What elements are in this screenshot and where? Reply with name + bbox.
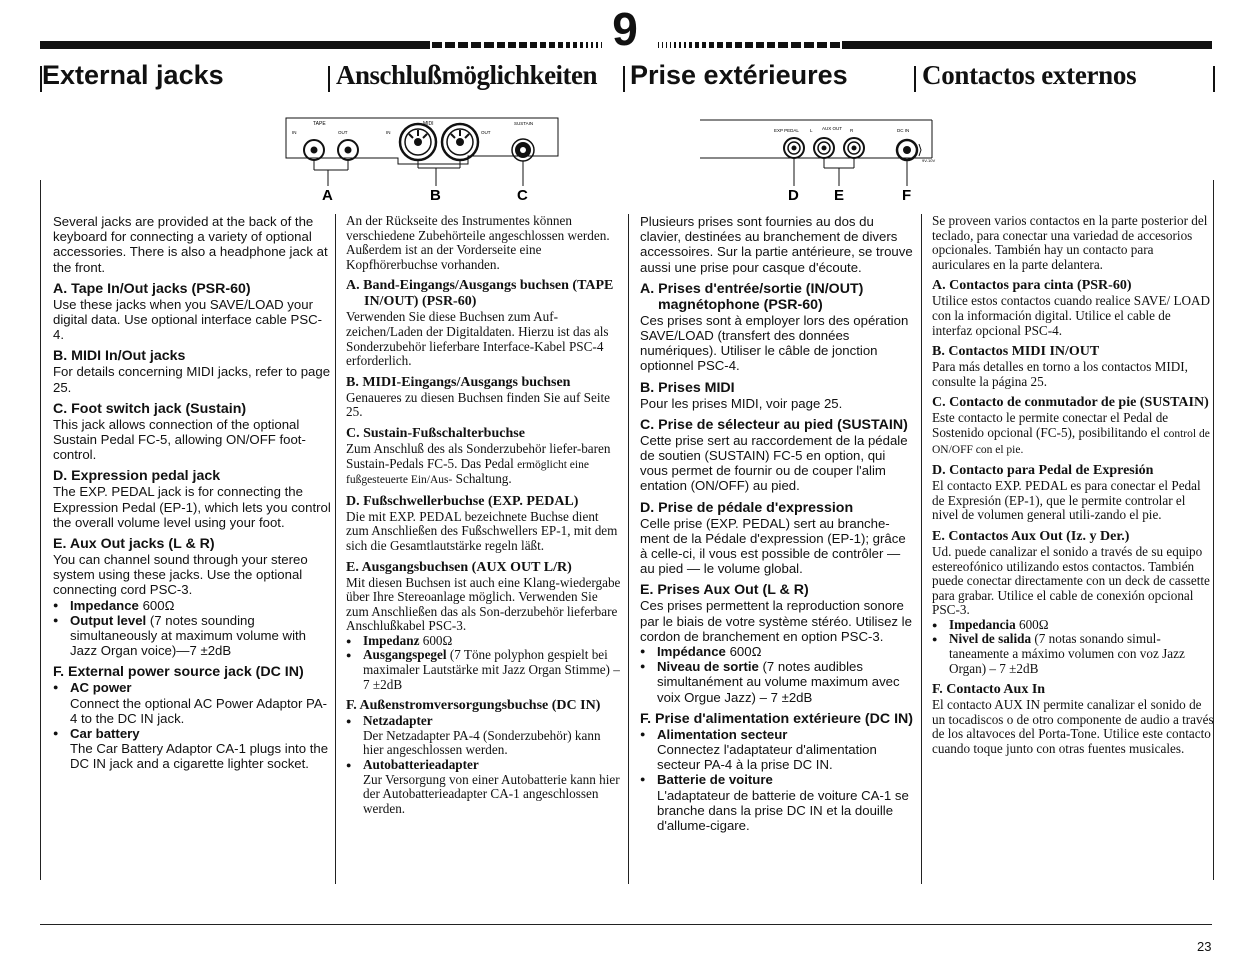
section-b-heading: B. Contactos MIDI IN/OUT (932, 344, 1100, 360)
midi-in-label: IN (386, 130, 391, 135)
section-c-heading: C. Foot switch jack (Sustain) (53, 400, 247, 417)
heading-fr: Prise extérieures (630, 60, 848, 90)
section-a-text: Verwenden Sie diese Buchsen zum Auf-zeichen/Laden der Digitaldaten. Hierzu ist das als Sonderzubehör lieferbare Interface-Kabel PSC-4 erforderlich. (346, 309, 609, 369)
rear-panel-diagram-right (700, 110, 945, 202)
aux-r-label: R (850, 128, 854, 133)
midi-in-jack-icon (400, 124, 436, 160)
voltage-label: 9V-10V (922, 158, 936, 163)
footer-rule (40, 924, 1212, 925)
list-item: ● Impedanz 600Ω (346, 634, 622, 649)
section-d-text: Celle prise (EXP. PEDAL) sert au branche-ment de la Pédale d'expression (EP-1); grâce à celle-ci, il vous est possible de contrôler — au pied — le volume global. (640, 515, 906, 577)
aux-l-label: L (810, 128, 813, 133)
section-b-heading: B. MIDI In/Out jacks (53, 348, 186, 365)
tape-out-jack-icon (338, 140, 358, 160)
section-b-text: Para más detalles en torno a los contactos MIDI, consulte la página 25. (932, 359, 1188, 389)
list-item: ● AC power Connect the optional AC Power Adaptor PA-4 to the DC IN jack. (53, 680, 331, 726)
section-d-text: The EXP. PEDAL jack is for connecting the Expression Pedal (EP-1), which lets you control the overall volume level using your foot. (53, 484, 331, 530)
section-f-heading: F. Contacto Aux In (932, 682, 1046, 698)
sustain-jack-icon (512, 139, 534, 161)
section-e-heading: E. Aux Out jacks (L & R) (53, 536, 215, 553)
section-d-heading: D. Prise de pédale d'expression (640, 499, 854, 516)
section-f-list (346, 714, 622, 816)
section-e-text: You can channel sound through your stereo system using these jacks. Use the optional connecting cord PSC-3. (53, 552, 308, 598)
column-french (640, 214, 916, 833)
list-item: ● Impedancia 600Ω (932, 618, 1214, 633)
in-label: IN (292, 130, 297, 135)
column-divider (40, 180, 41, 880)
heading-en: External jacks (42, 60, 224, 90)
section-d-text: El contacto EXP. PEDAL es para conectar el Pedal de Expresión (EP-1), que le permite controlar el nivel de volumen general utili-zando el pie. (932, 478, 1201, 523)
section-a-heading: A. Tape In/Out jacks (PSR-60) (53, 280, 251, 297)
dc-in-jack-icon (897, 140, 921, 160)
list-item: ● Impédance 600Ω (640, 644, 916, 659)
section-b-text: Pour les prises MIDI, voir page 25. (640, 395, 843, 411)
intro-text: An der Rückseite des Instrumentes können verschiedene Zubehörteile angeschlossen werden. Außerdem ist an der Vorderseite eine Kopfhörerbuchse vorhanden. (346, 213, 610, 272)
section-b-text: For details concerning MIDI jacks, refer to page 25. (53, 364, 331, 395)
section-a-heading: A. Contactos para cinta (PSR-60) (932, 278, 1132, 294)
section-a-text: Ces prises sont à employer lors des opération SAVE/LOAD (transfert des données numériques). Utiliser le câble de jonction optionnel PSC-4. (640, 312, 909, 374)
column-english (53, 214, 331, 772)
list-item: ● Netzadapter Der Netzadapter PA-4 (Sonderzubehör) kann hier angeschlossen werden. (346, 714, 622, 758)
heading-de: Anschlußmöglichkeiten (336, 60, 598, 90)
aux-out-l-jack-icon (814, 138, 834, 158)
section-f-list (640, 727, 916, 833)
out-label: OUT (338, 130, 348, 135)
dc-in-label: DC IN (897, 128, 910, 133)
chapter-number: 9 (605, 6, 645, 52)
column-divider (921, 214, 922, 884)
section-c-text: Zum Anschluß des als Sonderzubehör liefer-baren Sustain-Pedals FC-5. Das Pedal ermöglicht eine fußgesteuerte Ein/Aus- Schaltung. (346, 440, 611, 487)
section-b-heading: B. MIDI-Eingangs/Ausgangs buchsen (346, 374, 571, 390)
callout-b: B (430, 187, 441, 202)
callout-a: A (322, 187, 333, 202)
section-f-list (53, 680, 331, 771)
section-e-text: Mit diesen Buchsen ist auch eine Klang-wiedergabe über Ihre Stereoanlage möglich. Verwenden Sie zum Anschließen das als Son-derzubehör lieferbare Anschlußkabel PSC-3. (346, 574, 621, 634)
callout-c: C (517, 187, 528, 202)
section-c-text: Cette prise sert au raccordement de la pédale de soutien (SUSTAIN) FC-5 en option, qui vous permet de fournir ou de couper l'alim entation (ON/OFF) au pied. (640, 432, 908, 494)
section-c-heading: C. Prise de sélecteur au pied (SUSTAIN) (640, 416, 908, 433)
column-german (346, 214, 622, 816)
list-item: ● Output level (7 notes sounding simultaneously at maximum volume with Jazz Organ voice)—7 ±2dB (53, 613, 331, 659)
list-item: ● Nivel de salida (7 notas sonando simul-taneamente a máximo volumen con voz Jazz Organ) – 7 ±2dB (932, 632, 1214, 676)
aux-out-r-jack-icon (844, 138, 864, 158)
list-item: ● Autobatterieadapter Zur Versorgung von einer Autobatterie kann hier der Autobatterieadapter CA-1 angeschlossen werden. (346, 758, 622, 816)
list-item: ● Ausgangspegel (7 Töne polyphon gespielt bei maximaler Lautstärke mit Jazz Organ Stimme) – 7 ±2dB (346, 648, 622, 692)
exp-pedal-label: EXP PEDAL (774, 128, 799, 133)
section-e-list (346, 634, 622, 692)
callout-d: D (788, 187, 799, 202)
heading-bar (328, 66, 330, 92)
heading-bar (1213, 66, 1215, 92)
section-e-text: Ud. puede canalizar el sonido a través de su equipo estereofónico utilizando estos contactos. También puede conectar directamente con un deck de cassette para grabar. Utilice el cable de conexión opcional PSC-3. (932, 543, 1210, 618)
heading-bar (914, 66, 916, 92)
exp-pedal-jack-icon (784, 138, 804, 158)
intro-text: Se proveen varios contactos en la parte posterior del teclado, para conectar una variedad de accesorios opcionales. También hay un contacto para auriculares en la parte delantera. (932, 213, 1208, 272)
section-e-list (53, 598, 331, 659)
section-d-heading: D. Contacto para Pedal de Expresión (932, 463, 1154, 479)
section-e-text: Ces prises permettent la reproduction sonore par le biais de votre système stéréo. Utilisez le cordon de branchement en option PSC-3. (640, 598, 912, 644)
aux-out-label: AUX OUT (822, 126, 843, 131)
section-e-list (640, 644, 916, 705)
list-item: ● Batterie de voiture L'adaptateur de batterie de voiture CA-1 se branche dans la prise DC IN et la douille d'allume-cigare. (640, 772, 916, 833)
section-a-text: Utilice estos contactos cuando realice SAVE/ LOAD con la información digital. Utilice el cable de interfaz opcional PSC-4. (932, 293, 1211, 338)
section-a-heading: A. Prises d'entrée/sortie (IN/OUT) magnétophone (PSR-60) (640, 280, 864, 313)
sustain-label: SUSTAIN (514, 121, 534, 126)
section-c-heading: C. Sustain-Fußschalterbuchse (346, 425, 525, 441)
section-d-heading: D. Fußschwellerbuchse (EXP. PEDAL) (346, 493, 579, 509)
heading-es: Contactos externos (922, 60, 1137, 90)
midi-label: MIDI (423, 121, 434, 127)
column-divider (628, 214, 629, 884)
section-d-heading: D. Expression pedal jack (53, 468, 221, 485)
section-b-text: Genaueres zu diesen Buchsen finden Sie auf Seite 25. (346, 389, 611, 420)
section-f-heading: F. External power source jack (DC IN) (53, 664, 304, 681)
section-f-heading: F. Außenstromversorgungsbuchse (DC IN) (346, 698, 601, 714)
list-item: ● Car battery The Car Battery Adaptor CA-1 plugs into the DC IN jack and a cigarette lighter socket. (53, 726, 331, 772)
rear-panel-diagram-left (278, 110, 568, 202)
tape-label: TAPE (313, 121, 326, 127)
section-f-text: El contacto AUX IN permite canalizar el sonido de un tocadiscos o de otro componente de audio a través de los altavoces del Porta-Tone. Utilice este contacto cuando toque junto con otras fuentes musicales. (932, 697, 1214, 757)
callout-e: E (834, 187, 845, 202)
section-f-heading: F. Prise d'alimentation extérieure (DC IN) (640, 710, 914, 727)
section-e-list (932, 618, 1214, 676)
midi-out-label: OUT (481, 130, 491, 135)
callout-f: F (902, 187, 912, 202)
list-item: ● Alimentation secteur Connectez l'adaptateur d'alimentation secteur PA-4 à la prise DC IN. (640, 727, 916, 773)
section-c-text: Este contacto le permite conectar el Pedal de Sostenido opcional (FC-5), posibilitando el control de ON/OFF con el pie. (932, 410, 1210, 456)
list-item: ● Niveau de sortie (7 notes audibles simultanément au volume maximum avec voix Orgue Jazz) – 7 ±2dB (640, 659, 916, 705)
section-e-heading: E. Ausgangsbuchsen (AUX OUT L/R) (346, 559, 572, 575)
section-b-heading: B. Prises MIDI (640, 379, 735, 396)
section-a-heading: A. Band-Eingangs/Ausgangs buchsen (TAPE IN/OUT) (PSR-60) (346, 278, 614, 310)
section-d-text: Die mit EXP. PEDAL bezeichnete Buchse dient zum Anschließen des Fußschwellers EP-1, mit dem sich die Gesamtlautstärke regeln läßt. (346, 508, 618, 553)
page-number: 23 (1197, 939, 1212, 954)
section-e-heading: E. Contactos Aux Out (Iz. y Der.) (932, 528, 1130, 544)
section-e-heading: E. Prises Aux Out (L & R) (640, 582, 809, 599)
heading-bar (623, 66, 625, 92)
intro-text: Several jacks are provided at the back of the keyboard for connecting a variety of optional accessories. There is also a headphone jack at the front. (53, 214, 328, 275)
section-c-text: This jack allows connection of the optional Sustain Pedal FC-5, allowing ON/OFF foot-control. (53, 416, 306, 463)
midi-out-jack-icon (442, 124, 478, 160)
column-spanish (932, 214, 1214, 757)
section-c-heading: C. Contacto de conmutador de pie (SUSTAIN) (932, 395, 1209, 411)
intro-text: Plusieurs prises sont fournies au dos du clavier, destinées au branchement de divers accessoires. Sur la partie antérieure, se trouve aussi une prise pour casque d'écoute. (640, 214, 913, 275)
tape-in-jack-icon (304, 140, 324, 160)
column-divider (335, 214, 336, 884)
section-a-text: Use these jacks when you SAVE/LOAD your digital data. Use optional interface cable PSC-4. (53, 296, 323, 343)
list-item: ● Impedance 600Ω (53, 598, 331, 613)
